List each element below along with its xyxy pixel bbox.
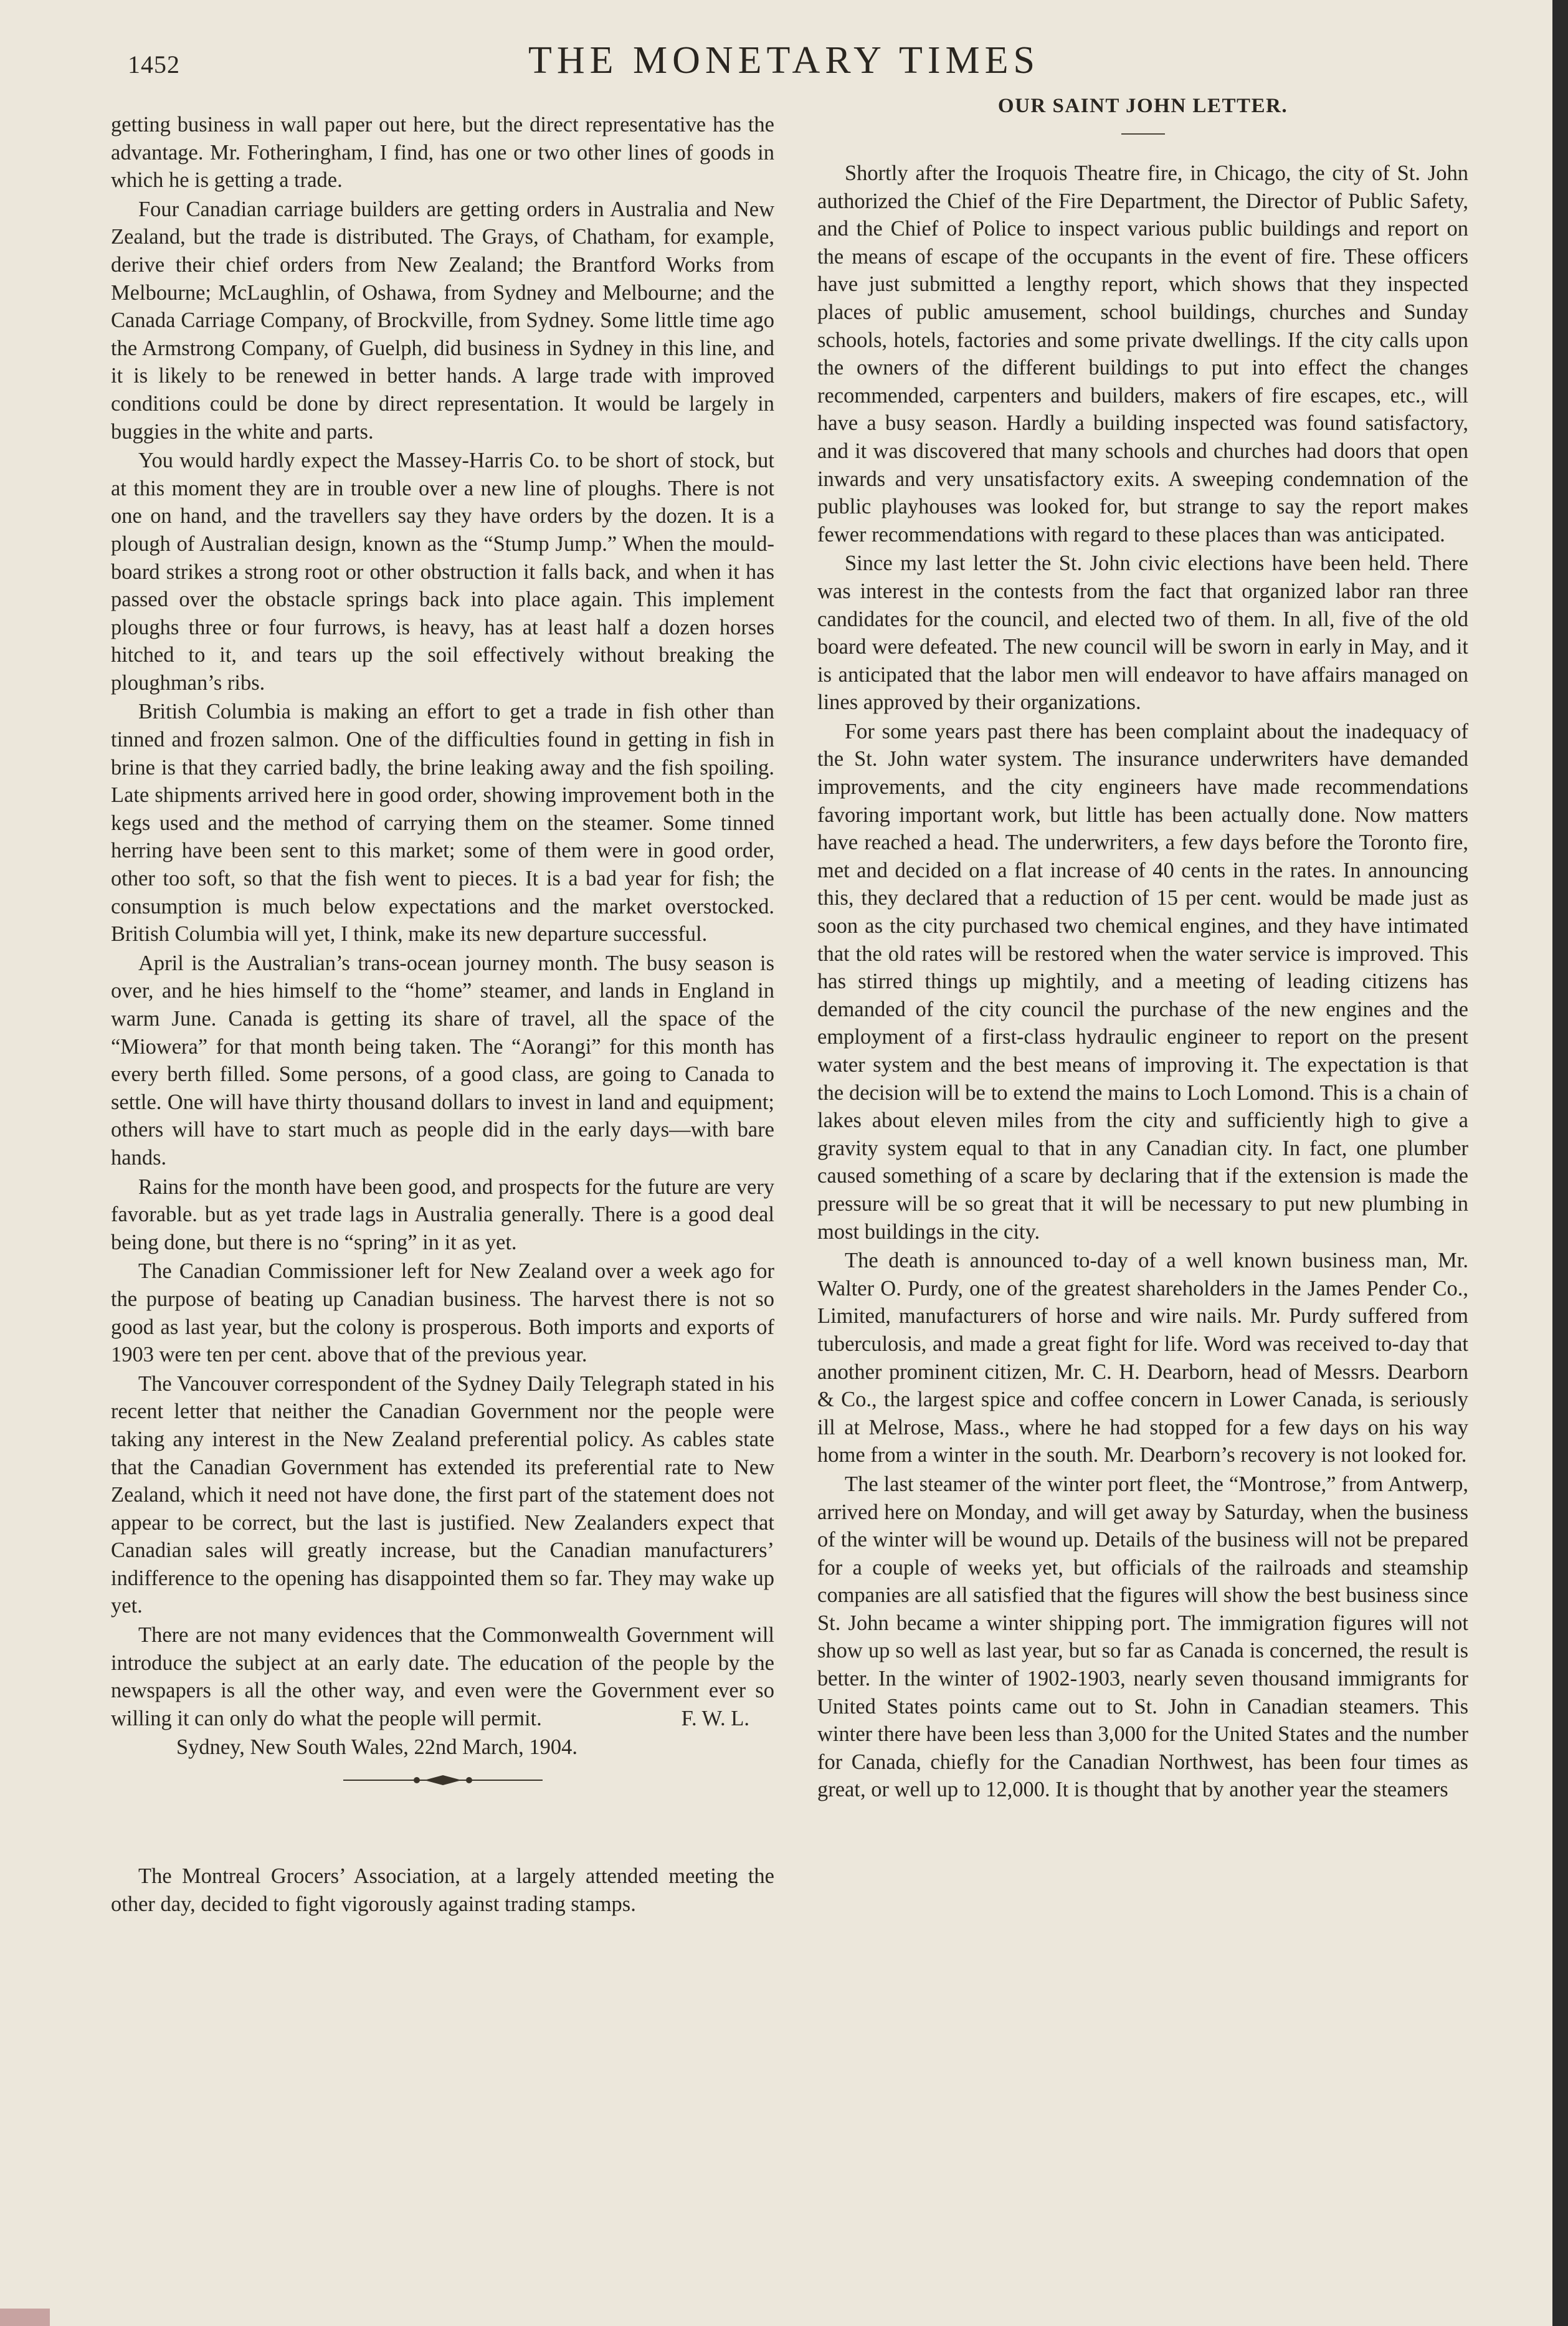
- paragraph: Shortly after the Iroquois Theatre fire, in Chicago, the city of St. John authorized the Chief of the Fire Department, the Director of Public Safety, and the Chief of Police to inspect various public buildings and report on the means of escape of the occupants in the event of fire. These officers have just submitted a lengthy report, which shows that they inspected places of public amusement, school buildings, churches and Sunday schools, hotels, factories and some private dwellings. If the city calls upon the owners of the different buildings to put into effect the changes recommended, carpenters and builders, makers of fire escapes, etc., will have a busy season. Hardly a building inspected was found satisfactory, and it was discovered that many schools and churches had doors that open inwards and very unsatisfactory exits. A sweeping condemnation of the public playhouses was looked for, but strange to say the report makes fewer recommendations with regard to these places than was anticipated.: [817, 161, 1468, 546]
- grocers-note: The Montreal Grocers’ Association, at a largely attended meeting the other day, decided to fight vigorously against trading stamps.: [111, 1864, 774, 1916]
- closing-paragraph: [111, 1621, 774, 1732]
- paragraph: The last steamer of the winter port fleet, the “Montrose,” from Antwerp, arrived here on Monday, and will get away by Saturday, when the business of the winter will be wound up. Details of the business will not be prepared for a couple of weeks yet, but officials of the railroads and steamship companies are all satisfied that the figures will show the best business since St. John became a winter shipping port. The immigration figures will not show up so well as last year, but so far as Canada is concerned, the result is better. In the winter of 1902-1903, nearly seven thousand immigrants for United States points came out to St. John in Canadian steamers. This winter there have been less than 3,000 for the United States and the number for Canada, chiefly for the Canadian Northwest, has been four times as great, or well up to 12,000. It is thought that by another year the steamers: [817, 1472, 1468, 1802]
- paragraph: Four Canadian carriage builders are getting orders in Australia and New Zealand, but the trade is distributed. The Grays, of Chatham, for example, derive their chief orders from New Zealand; the Brantford Works from Melbourne; McLaughlin, of Oshawa, from Sydney and Melbourne; and the Canada Carriage Company, of Brockville, from Sydney. Some little time ago the Armstrong Company, of Guelph, did business in Sydney in this line, and it is likely to be renewed in better hands. A large trade with improved conditions could be done by direct representation. It would be largely in buggies in the white and parts.: [111, 197, 774, 444]
- paragraph: The Vancouver correspondent of the Sydney Daily Telegraph stated in his recent letter that neither the Canadian Government nor the people were taking any interest in the New Zealand preferential policy. As cables state that the Canadian Government has extended its preferential rate to New Zealand, which it need not have done, the first part of the statement does not appear to be correct, but the last is justified. New Zealanders expect that Canadian sales will greatly increase, but the Canadian manufacturers’ indifference to the opening has disappointed them so far. They may wake up yet.: [111, 1371, 774, 1618]
- ornament-divider: [343, 1773, 543, 1788]
- masthead: THE MONETARY TIMES: [528, 39, 1040, 82]
- title-rule: [1121, 133, 1165, 135]
- page-number: 1452: [128, 50, 180, 79]
- article-title: OUR SAINT JOHN LETTER.: [997, 95, 1288, 117]
- paragraph: British Columbia is making an effort to get a trade in fish other than tinned and frozen salmon. One of the difficulties found in getting in fish in brine is that they carried badly, the brine leaking away and the fish spoiling. Late shipments arrived here in good order, showing improvement both in the kegs used and the method of carrying them on the steamer. Some tinned herring have been sent to this market; some of them were in good order, other too soft, so that the fish went to pieces. It is a bad year for fish; the consumption is much below expectations and the market overstocked. British Columbia will yet, I think, make its new departure successful.: [111, 700, 774, 946]
- paragraph: Rains for the month have been good, and prospects for the future are very favorable. but as yet trade lags in Australia generally. There is a good deal being done, but there is no “spring” in it as yet.: [111, 1175, 774, 1254]
- paragraph: You would hardly expect the Massey-Harris Co. to be short of stock, but at this moment they are in trouble over a new line of ploughs. There is not one on hand, and the travellers say they have orders by the dozen. It is a plough of Australian design, known as the “Stump Jump.” When the mould-board strikes a strong root or other obstruction it falls back, and when it has passed over the obstacle springs back into place again. This implement ploughs three or four furrows, is heavy, has at least half a dozen horses hitched to it, and tears up the soil effectively without breaking the ploughman’s ribs.: [111, 449, 774, 695]
- right-column: [817, 95, 1468, 1804]
- closing-text: There are not many evidences that the Commonwealth Government will introduce the subject at an early date. The education of the people by the newspapers is all the other way, and even were the Government ever so willing it can only do what the people will permit.: [111, 1623, 774, 1730]
- paragraph: April is the Australian’s trans-ocean journey month. The busy season is over, and he hies himself to the “home” steamer, and lands in England in warm June. Canada is getting its share of travel, all the space of the “Miowera” for that month being taken. The “Aorangi” for this month has every berth filled. Some persons, of a good class, are going to Canada to settle. One will have thirty thousand dollars to invest in land and equipment; others will have to start much as people did in the early days—with bare hands.: [111, 951, 774, 1170]
- paragraph: Since my last letter the St. John civic elections have been held. There was interest in the contests from the fact that organized labor ran three candidates for the council, and elected two of them. In all, five of the old board were defeated. The new council will be sworn in early in May, and it is anticipated that the labor men will endeavor to have affairs managed on lines approved by their organizations.: [817, 551, 1468, 715]
- scan-stain: [0, 2309, 50, 2326]
- paragraph: The Canadian Commissioner left for New Zealand over a week ago for the purpose of beating up Canadian business. The harvest there is not so good as last year, but the colony is prosperous. Both imports and exports of 1903 were ten per cent. above that of the previous year.: [111, 1259, 774, 1367]
- paragraph: getting business in wall paper out here, but the direct representative has the advantage. Mr. Fotheringham, I find, has one or two other lines of goods in which he is getting a trade.: [111, 113, 774, 193]
- author-signature: F. W. L.: [681, 1706, 749, 1730]
- left-column: [111, 111, 774, 1918]
- scan-edge: [1552, 0, 1568, 2326]
- paragraph: For some years past there has been complaint about the inadequacy of the St. John water system. The insurance underwriters have demanded improvements, and the city engineers have made recommendations favoring important work, but little has been actually done. Now matters have reached a head. The underwriters, a few days before the Toronto fire, met and decided on a flat increase of 40 cents in the rates. In announcing this, they declared that a reduction of 15 per cent. would be made just as soon as the city purchased two chemical engines, and they have intimated that the old rates will be restored when the water service is improved. This has stirred things up mightily, and a meeting of leading citizens has demanded of the city council the purchase of the new engines and the employment of a first-class hydraulic engineer to report on the present water system and the best means of improving it. The expectation is that the decision will be to extend the mains to Loch Lomond. This is a chain of lakes about eleven miles from the city and sufficiently high to give a gravity system equal to that in any Canadian city. In fact, one plumber caused something of a scare by declaring that if the extension is made the pressure will be so great that it will be necessary to put new plumbing in most buildings in the city.: [817, 719, 1468, 1244]
- paragraph: The death is announced to-day of a well known business man, Mr. Walter O. Purdy, one of the greatest shareholders in the James Pender Co., Limited, manufacturers of horse and wire nails. Mr. Purdy suffered from tuberculosis, and made a great fight for life. Word was received to-day that another prominent citizen, Mr. C. H. Dearborn, head of Messrs. Dearborn & Co., the largest spice and coffee concern in Lower Canada, is seriously ill at Melrose, Mass., where he had stopped for a few days on his way home from a winter in the south. Mr. Dearborn’s recovery is not looked for.: [817, 1249, 1468, 1467]
- dateline: Sydney, New South Wales, 22nd March, 1904.: [176, 1735, 578, 1760]
